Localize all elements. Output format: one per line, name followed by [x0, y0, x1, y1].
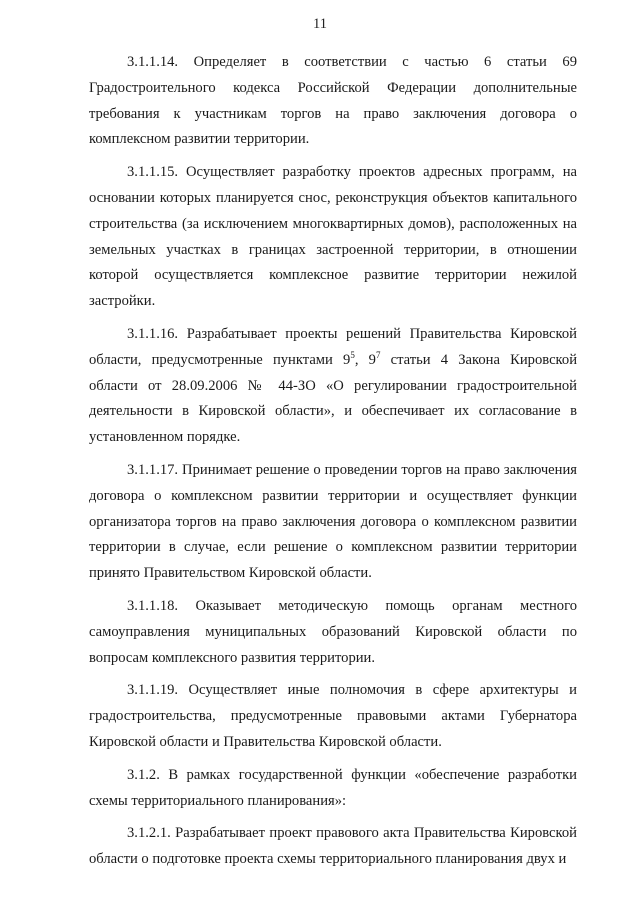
paragraph-3-1-1-16-part1: 3.1.1.16. Разрабатывает проекты решений Правительства Кировской области, предусмотренные пунктами 9 [89, 325, 577, 368]
paragraph-3-1-2-1: 3.1.2.1. Разрабатывает проект правового акта Правительства Кировской области о подготовке проекта схемы территориального планирования двух и [89, 825, 577, 868]
document-body [89, 50, 577, 880]
paragraph-3-1-1-15: 3.1.1.15. Осуществляет разработку проектов адресных программ, на основании которых планируется снос, реконструкция объектов капитального строительства (за исключением многоквартирных домов), расположенных на земельных участках в границах застроенной территории, в отношении которой осуществляется комплексное развитие территории нежилой застройки. [89, 164, 577, 310]
paragraph-3-1-1-16 [89, 322, 577, 451]
paragraph-3-1-1-17: 3.1.1.17. Принимает решение о проведении торгов на право заключения договора о комплексном развитии территории и осуществляет функции организатора торгов на право заключения договора о комплексном развитии территории в случае, если решение о комплексном развитии территории принято Правительством Кировской области. [89, 461, 577, 582]
paragraph-3-1-1-14: 3.1.1.14. Определяет в соответствии с частью 6 статьи 69 Градостроительного кодекса Российской Федерации дополнительные требования к участникам торгов на право заключения договора о комплексном развитии территории. [89, 54, 577, 148]
superscript-5: 5 [350, 349, 355, 360]
paragraph-3-1-2: 3.1.2. В рамках государственной функции «обеспечение разработки схемы территориального планирования»: [89, 766, 577, 809]
paragraph-3-1-1-16-part3: статьи 4 Закона Кировской области от 28.09.2006 № 44-ЗО «О регулировании градостроительной деятельности в Кировской области», и обеспечивает их согласование в установленном порядке. [89, 351, 578, 446]
page-number: 11 [313, 16, 327, 32]
superscript-7: 7 [375, 349, 381, 360]
paragraph-3-1-1-18: 3.1.1.18. Оказывает методическую помощь органам местного самоуправления муниципальных образований Кировской области по вопросам комплексного развития территории. [89, 597, 577, 666]
paragraph-3-1-1-16-part2: , 9 [354, 351, 376, 368]
paragraph-3-1-1-19: 3.1.1.19. Осуществляет иные полномочия в сфере архитектуры и градостроительства, предусмотренные правовыми актами Губернатора Кировской области и Правительства Кировской области. [89, 682, 577, 750]
